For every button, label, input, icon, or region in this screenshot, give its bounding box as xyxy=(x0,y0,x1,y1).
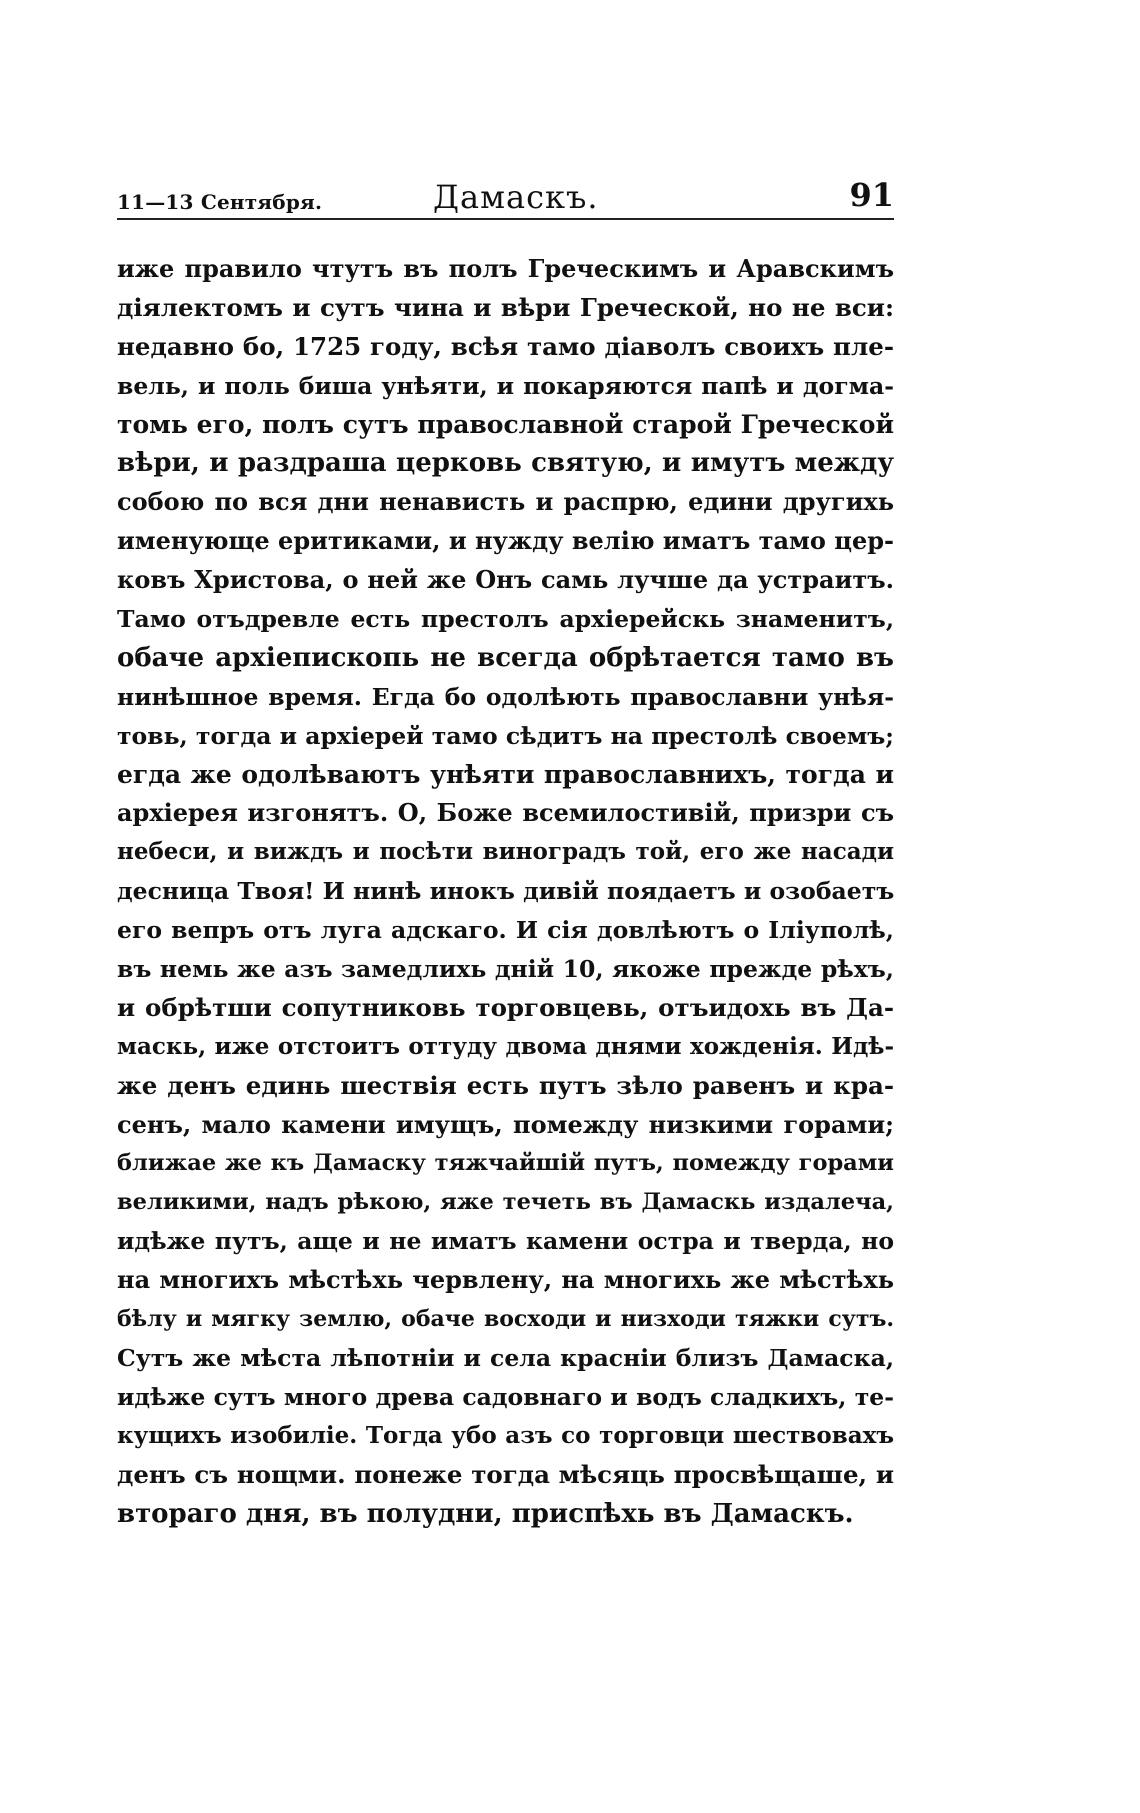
text-line: томь его, полъ сутъ православной старой Греческой xyxy=(117,409,894,439)
text-line: Сутъ же мѣста лѣпотніи и села красніи близъ Дамаска, xyxy=(117,1343,894,1372)
text-line: въ немь же азъ замедлихь дній 10, якоже прежде рѣхъ, xyxy=(117,955,894,984)
text-line: кущихъ изобиліе. Тогда убо азъ со торговци шествовахъ xyxy=(117,1421,894,1449)
text-line: товь, тогда и архіерей тамо сѣдитъ на престолѣ своемъ; xyxy=(117,721,894,750)
running-head xyxy=(117,178,894,222)
text-line: идѣже путъ, аще и не иматъ камени остра и тверда, но xyxy=(117,1227,894,1256)
text-line: и обрѣтши сопутниковь торговцевь, отъидохь въ Да- xyxy=(117,992,894,1022)
text-line: ближае же къ Дамаску тяжчайшій путъ, помежду горами xyxy=(117,1150,894,1177)
text-line: небеси, и виждъ и посѣти виноградъ той, его же насади xyxy=(117,838,894,866)
running-head-date: 11—13 Сентября. xyxy=(117,190,323,214)
running-head-title: Дамаскъ. xyxy=(433,178,599,216)
text-line: нинѣшное время. Егда бо одолѣють православни унѣя- xyxy=(117,682,894,711)
text-line: вѣри, и раздраша церковь святую, и имутъ между xyxy=(117,448,894,479)
text-line: втораго дня, въ полудни, приспѣхь въ Дамаскъ. xyxy=(117,1498,854,1529)
text-line: десница Твоя! И нинѣ инокъ дивій поядаетъ и озобаетъ xyxy=(117,877,894,906)
text-line: архіерея изгонятъ. О, Боже всемилостивій, призри съ xyxy=(117,798,894,828)
text-line: діялектомъ и сутъ чина и вѣри Греческой, но не вси: xyxy=(117,292,894,322)
text-line: же денъ единь шествія есть путъ зѣло равенъ и кра- xyxy=(117,1070,894,1100)
text-line: Тамо отъдревле есть престолъ архіерейскь знаменитъ, xyxy=(117,605,894,634)
text-line: бѣлу и мягку землю, обаче восходи и низходи тяжки сутъ. xyxy=(117,1306,894,1333)
text-line: именующе еритиками, и нужду велію иматъ тамо цер- xyxy=(117,526,894,556)
header-rule xyxy=(117,218,894,220)
text-line: иже правило чтутъ въ полъ Греческимъ и Аравскимъ xyxy=(117,254,894,283)
text-line: маскь, иже отстоитъ оттуду двома днями хожденія. Идѣ- xyxy=(117,1032,894,1060)
text-line: недавно бо, 1725 году, всѣя тамо діаволъ своихъ пле- xyxy=(117,331,894,361)
text-line: сенъ, мало камени имущъ, помежду низкими горами; xyxy=(117,1109,894,1139)
text-line: собою по вся дни ненависть и распрю, едини другихь xyxy=(117,487,894,517)
text-line: егда же одолѣваютъ унѣяти православнихъ, тогда и xyxy=(117,759,894,789)
text-line: великими, надъ рѣкою, яже течеть въ Дамаскь издалеча, xyxy=(117,1189,894,1216)
text-line: вель, и поль биша унѣяти, и покаряются папѣ и догма- xyxy=(117,371,894,400)
text-line: на многихъ мѣстѣхь червлену, на многихь же мѣстѣхь xyxy=(117,1265,894,1295)
text-line: ковъ Христова, о ней же Онъ самь лучше да устраитъ. xyxy=(117,565,894,595)
page-number: 91 xyxy=(849,176,894,214)
text-line: его вепръ отъ луга адскаго. И сія довлѣютъ о Іліуполѣ, xyxy=(117,916,894,945)
text-line: денъ съ нощми. понеже тогда мѣсяць просвѣщаше, и xyxy=(117,1459,894,1489)
text-line: обаче архіепископь не всегда обрѣтается тамо въ xyxy=(117,642,894,673)
text-line: идѣже сутъ много древа садовнаго и водъ сладкихъ, те- xyxy=(117,1382,894,1411)
body-text xyxy=(117,250,894,1533)
